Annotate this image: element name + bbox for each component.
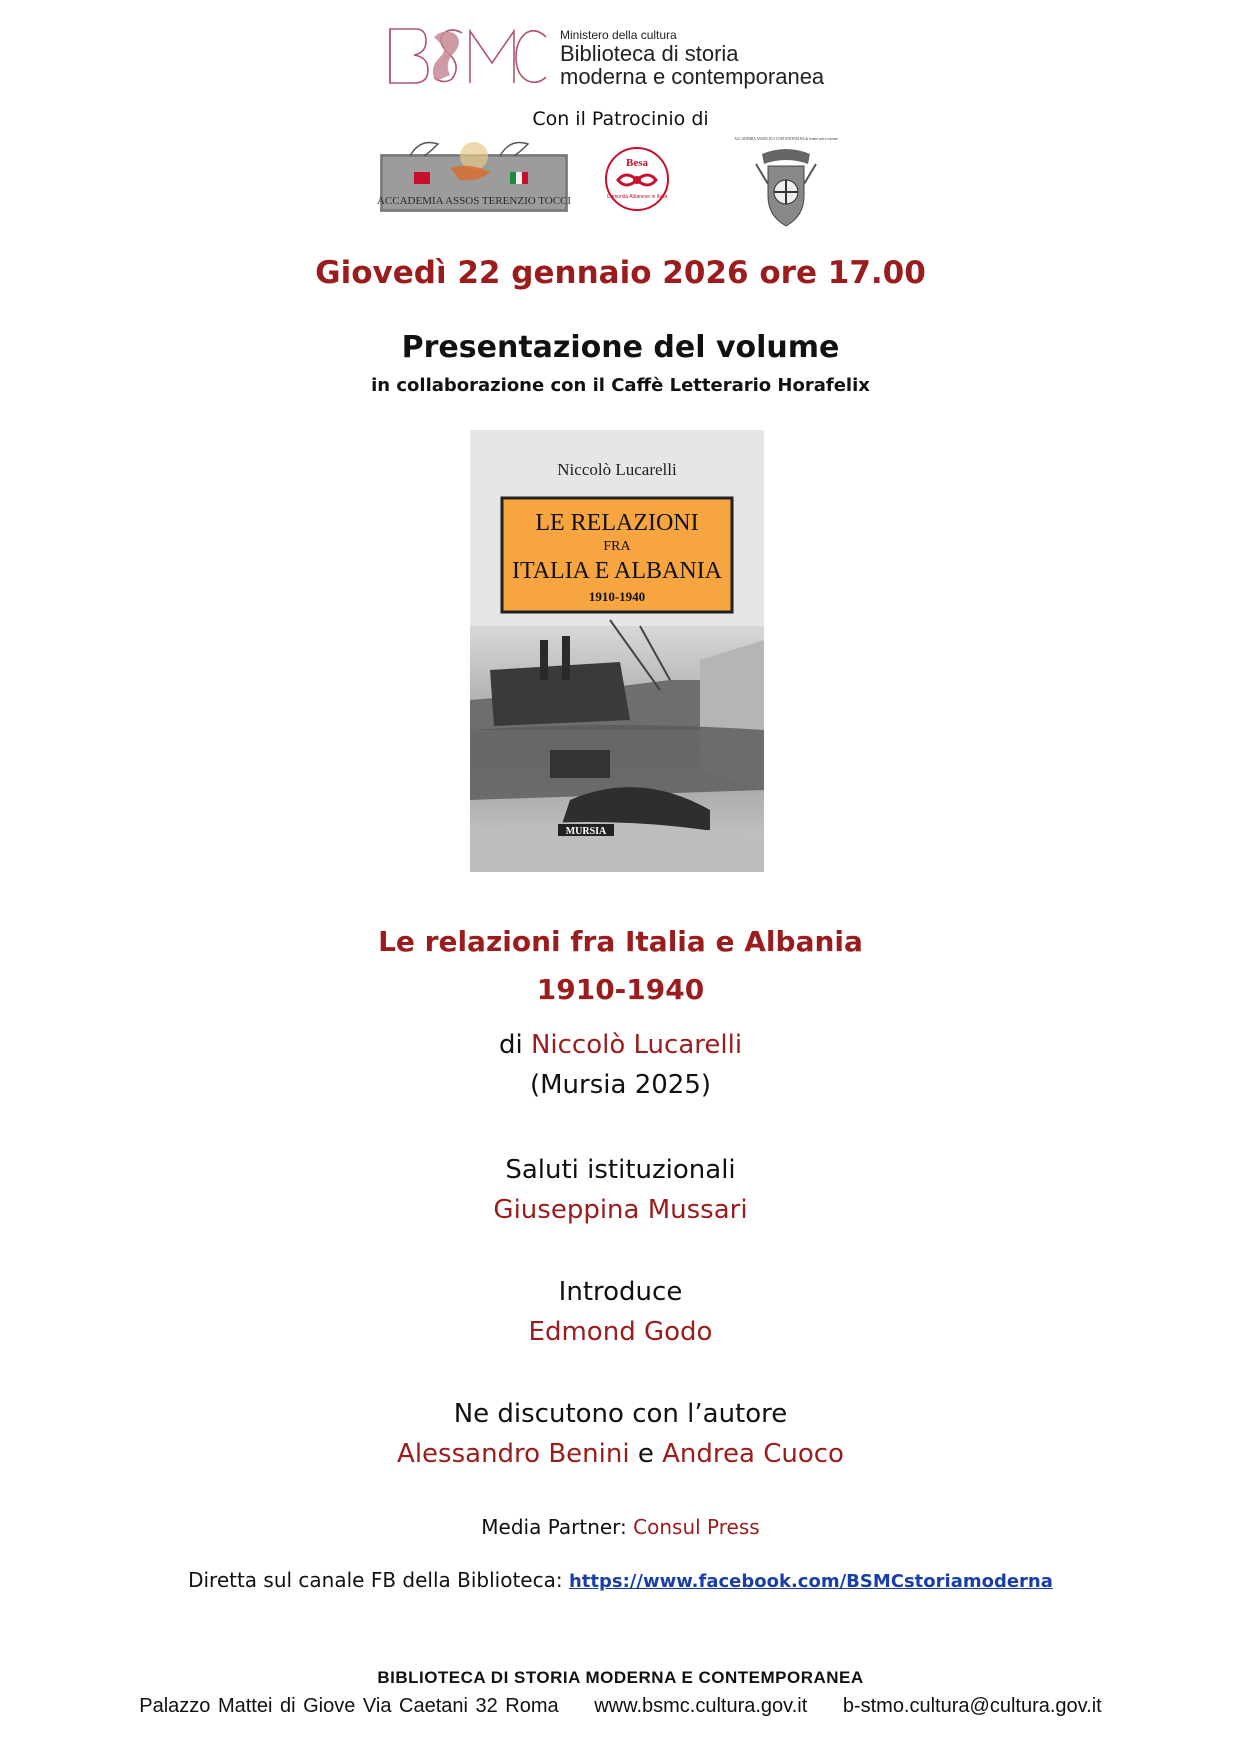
discuss-label: Ne discutono con l’autore <box>453 1399 788 1429</box>
book-edition: (Mursia 2025) <box>529 1070 712 1100</box>
ministry-label: Ministero della cultura <box>560 28 677 42</box>
accademia-tocci-logo <box>376 138 572 212</box>
author-block <box>0 1025 1241 1105</box>
cover-years: 1910-1940 <box>588 589 646 604</box>
book-title-block <box>0 918 1241 1014</box>
discuss-and: e <box>637 1439 654 1469</box>
footer-contacts <box>0 1695 1241 1718</box>
discussant-2: Andrea Cuoco <box>662 1439 844 1469</box>
saluti-name: Giuseppina Mussari <box>493 1195 748 1225</box>
footer-title: BIBLIOTECA DI STORIA MODERNA E CONTEMPORANEA <box>377 1668 864 1687</box>
cover-author: Niccolò Lucarelli <box>557 460 677 479</box>
library-name <box>560 28 880 88</box>
sponsor2-sub: Comunità Albanese in Italia <box>606 194 668 200</box>
discussant-1: Alessandro Benini <box>397 1439 630 1469</box>
cover-title3: ITALIA E ALBANIA <box>511 558 723 584</box>
bsmc-logo <box>388 25 548 85</box>
cover-publisher: MURSIA <box>565 826 607 837</box>
intro-label: Introduce <box>558 1277 683 1307</box>
library-line2: moderna e contemporanea <box>560 64 825 89</box>
facebook-link[interactable]: https://www.facebook.com/BSMCstoriamoderna <box>568 1571 1053 1592</box>
saluti-block <box>0 1150 1241 1230</box>
discuss-block <box>0 1394 1241 1474</box>
intro-name: Edmond Godo <box>528 1317 713 1347</box>
book-title: Le relazioni fra Italia e Albania <box>378 925 863 958</box>
accademia-costantiniana-logo <box>734 134 838 232</box>
media-label: Media Partner: <box>481 1515 627 1539</box>
live-stream <box>0 1568 1241 1592</box>
by-label: di <box>498 1030 523 1060</box>
sponsor3-text: ACCADEMIA ANGELICO COSTANTINIANA di lettere arti e scienze <box>734 137 838 141</box>
besa-logo <box>604 146 670 212</box>
cover-title2: FRA <box>603 539 631 554</box>
sponsor2-text: Besa <box>626 157 648 169</box>
event-date: Giovedì 22 gennaio 2026 ore 17.00 <box>315 255 926 291</box>
book-author: Niccolò Lucarelli <box>530 1030 743 1060</box>
media-partner-name: Consul Press <box>633 1515 760 1539</box>
intro-block <box>0 1272 1241 1352</box>
library-line1: Biblioteca di storia <box>560 41 739 66</box>
footer-website[interactable]: www.bsmc.cultura.gov.it <box>594 1695 808 1717</box>
book-cover <box>470 430 764 872</box>
cover-title1: LE RELAZIONI <box>535 510 699 536</box>
collaboration-text: in collaborazione con il Caffè Letterario Horafelix <box>371 375 870 396</box>
footer-email[interactable]: b-stmo.cultura@cultura.gov.it <box>842 1695 1102 1717</box>
presentation-title: Presentazione del volume <box>401 330 840 365</box>
media-partner <box>0 1515 1241 1539</box>
saluti-label: Saluti istituzionali <box>505 1155 736 1185</box>
book-years: 1910-1940 <box>536 973 705 1006</box>
patronage-label: Con il Patrocinio di <box>532 108 709 130</box>
live-label: Diretta sul canale FB della Biblioteca: <box>188 1568 563 1592</box>
sponsor1-text: ACCADEMIA ASSOS TERENZIO TOCCI <box>376 195 572 207</box>
footer-address: Palazzo Mattei di Giove Via Caetani 32 Roma <box>139 1695 559 1717</box>
